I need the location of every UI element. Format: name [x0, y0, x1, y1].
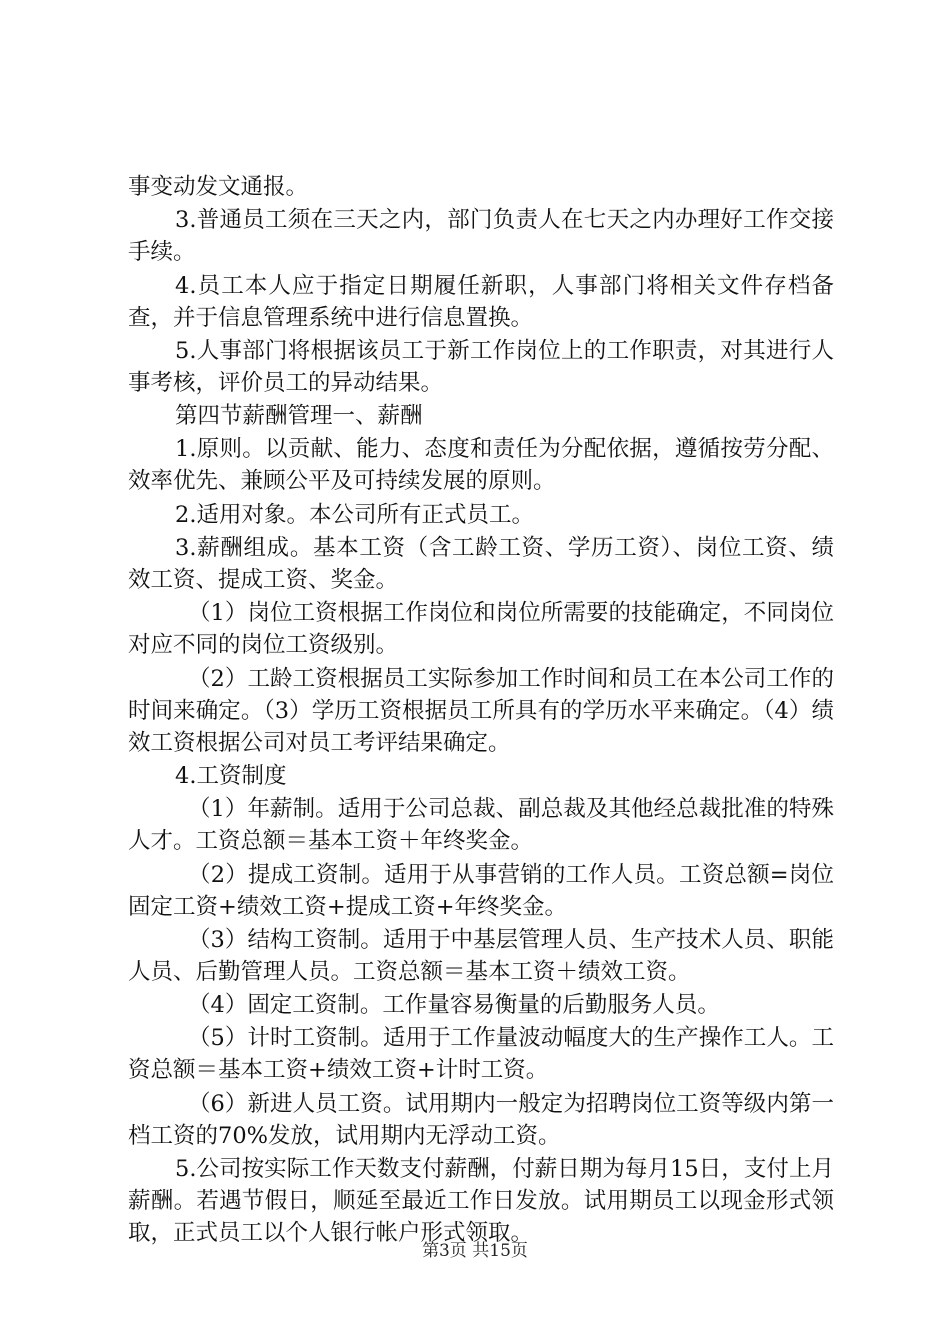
- paragraph-new-staff: （6）新进人员工资。试用期内一般定为招聘岗位工资等级内第一档工资的70%发放，试用期内无浮动工资。: [128, 1090, 834, 1149]
- paragraph-structural: （3）结构工资制。适用于中基层管理人员、生产技术人员、职能人员、后勤管理人员。工资总额＝基本工资＋绩效工资。: [128, 926, 834, 985]
- paragraph-position-wage: （1）岗位工资根据工作岗位和岗位所需要的技能确定，不同岗位对应不同的岗位工资级别。: [128, 600, 834, 659]
- paragraph-commission: （2）提成工资制。适用于从事营销的工作人员。工资总额=岗位固定工资+绩效工资+提成工资+年终奖金。: [128, 861, 834, 920]
- paragraph-seniority-wage: （2）工龄工资根据员工实际参加工作时间和员工在本公司工作的时间来确定。（3）学历工资根据员工所具有的学历水平来确定。（4）绩效工资根据公司对员工考评结果确定。: [128, 665, 834, 756]
- paragraph-principle: 1.原则。以贡献、能力、态度和责任为分配依据，遵循按劳分配、效率优先、兼顾公平及可持续发展的原则。: [128, 436, 834, 495]
- paragraph-4: 5.人事部门将根据该员工于新工作岗位上的工作职责，对其进行人事考核，评价员工的异动结果。: [128, 337, 834, 396]
- paragraph-3: 4.员工本人应于指定日期履任新职，人事部门将相关文件存档备查，并于信息管理系统中进行信息置换。: [128, 272, 834, 331]
- page-number: 第3页 共15页: [422, 1241, 528, 1261]
- section-heading: 第四节薪酬管理一、薪酬: [175, 403, 423, 430]
- paragraph-fixed: （4）固定工资制。工作量容易衡量的后勤服务人员。: [188, 992, 720, 1019]
- subheading-wage-system: 4.工资制度: [175, 762, 287, 789]
- paragraph-annual-salary: （1）年薪制。适用于公司总裁、副总裁及其他经总裁批准的特殊人才。工资总额＝基本工资＋年终奖金。: [128, 796, 834, 855]
- paragraph-payment: 5.公司按实际工作天数支付薪酬，付薪日期为每月15日，支付上月薪酬。若遇节假日，顺延至最近工作日发放。试用期员工以现金形式领取，正式员工以个人银行帐户形式领取。: [128, 1156, 834, 1247]
- paragraph-composition: 3.薪酬组成。基本工资（含工龄工资、学历工资）、岗位工资、绩效工资、提成工资、奖金。: [128, 535, 834, 594]
- document-body: [128, 171, 834, 1250]
- paragraph-hourly: （5）计时工资制。适用于工作量波动幅度大的生产操作工人。工资总额＝基本工资+绩效工资+计时工资。: [128, 1025, 834, 1084]
- paragraph-2: 3.普通员工须在三天之内，部门负责人在七天之内办理好工作交接手续。: [128, 207, 834, 266]
- paragraph-scope: 2.适用对象。本公司所有正式员工。: [175, 501, 534, 528]
- paragraph-1: 事变动发文通报。: [128, 174, 309, 200]
